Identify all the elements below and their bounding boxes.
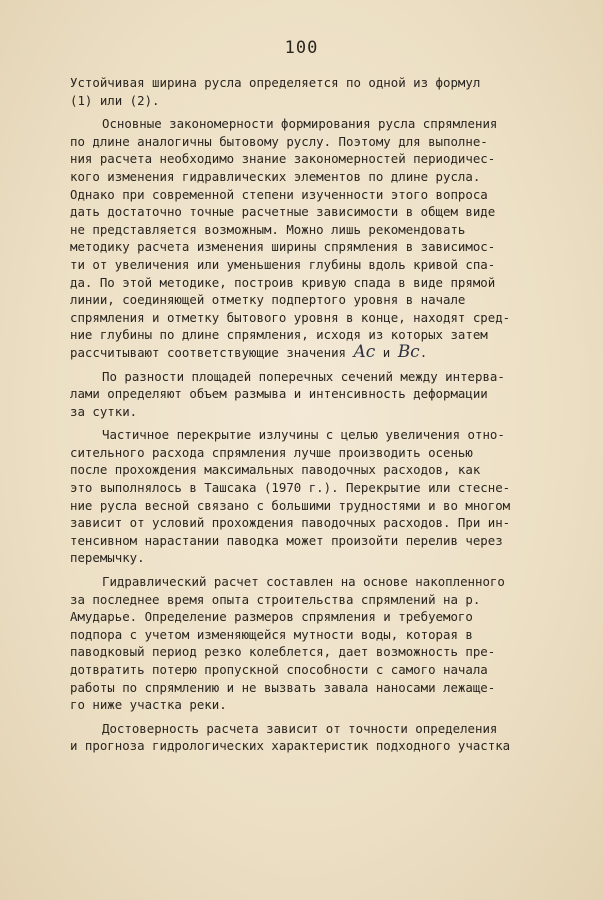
text-line: зависит от условий прохождения паводочных расходов. При ин- [70, 515, 511, 531]
text-line: Гидравлический расчет составлен на основе накопленного [102, 574, 505, 590]
text-line: Достоверность расчета зависит от точности определения [102, 720, 498, 736]
text-line: это выполнялось в Ташсака (1970 г.). Перекрытие или стесне- [70, 480, 511, 496]
text-line: после прохождения максимальных паводочных расходов, как [70, 462, 481, 478]
text-line: ния расчета необходимо знание закономерностей периодичес- [70, 151, 496, 167]
text-line: тенсивном нарастании паводка может произойти перелив через [70, 532, 503, 548]
paragraph [70, 426, 590, 567]
text-line: паводковый период резко колеблется, дает возможность пре- [70, 644, 496, 660]
text-line: дотвратить потерю пропускной способности с самого начала [70, 662, 488, 677]
text-line: методику расчета изменения ширины спрямления в зависимос- [70, 239, 496, 255]
text-line: ние русла весной связано с большими трудностями и во многом [70, 497, 511, 513]
text-line: По разности площадей поперечных сечений между интерва- [102, 368, 505, 384]
text-line: подпора с учетом изменяющейся мутности воды, которая в [70, 626, 473, 642]
paragraph [70, 74, 590, 109]
page-number: 100 [284, 38, 319, 58]
paragraph [70, 720, 590, 755]
paragraph [70, 368, 590, 421]
text-line: Однако при современной степени изученности этого вопроса [70, 186, 488, 202]
text-line: не представляется возможным. Можно лишь рекомендовать [70, 221, 466, 237]
text-line: Устойчивая ширина русла определяется по одной из формул [70, 75, 481, 90]
text-line: (1) или (2). [70, 92, 160, 108]
text-segment: и [375, 344, 398, 360]
text-line: сительного расхода спрямления лучше производить осенью [70, 444, 473, 460]
text-line: да. По этой методике, построив кривую спада в виде прямой [70, 274, 496, 290]
text-line: за последнее время опыта строительства спрямлений на р. [70, 591, 481, 607]
text-line: работы по спрямлению и не вызвать завала наносами лежаще- [70, 679, 496, 695]
text-line: спрямления и отметку бытового уровня в конце, находят сред- [70, 309, 511, 325]
text-line: ние глубины по длине спрямления, исходя из которых затем [70, 327, 488, 343]
text-line: по длине аналогичны бытовому руслу. Поэтому для выполне- [70, 133, 488, 149]
text-line: ти от увеличения или уменьшения глубины вдоль кривой спа- [70, 256, 496, 272]
text-segment: . [419, 344, 428, 360]
text-line: го ниже участка реки. [70, 697, 227, 713]
text-line-with-symbols [70, 341, 590, 362]
paragraph [70, 115, 590, 361]
handwritten-symbol: Ac [353, 341, 376, 362]
text-line: кого изменения гидравлических элементов по длине русла. [70, 168, 481, 184]
text-segment: рассчитывают соответствующие значения [70, 344, 354, 360]
text-line: дать достаточно точные расчетные зависимости в общем виде [70, 204, 496, 220]
paragraph [70, 573, 590, 714]
text-line: Частичное перекрытие излучины с целью увеличения отно- [102, 427, 505, 443]
text-line: и прогноза гидрологических характеристик подходного участка [70, 738, 511, 754]
text-line: лами определяют объем размыва и интенсивность деформации [70, 386, 488, 402]
text-line: линии, соединяющей отметку подпертого уровня в начале [70, 292, 466, 308]
text-line: Амударье. Определение размеров спрямления и требуемого [70, 609, 473, 625]
text-body [70, 74, 590, 755]
text-line: за сутки. [70, 403, 138, 419]
text-line: перемычку. [70, 550, 145, 566]
handwritten-symbol: Bc [397, 341, 420, 362]
text-line: Основные закономерности формирования русла спрямления [102, 116, 498, 132]
